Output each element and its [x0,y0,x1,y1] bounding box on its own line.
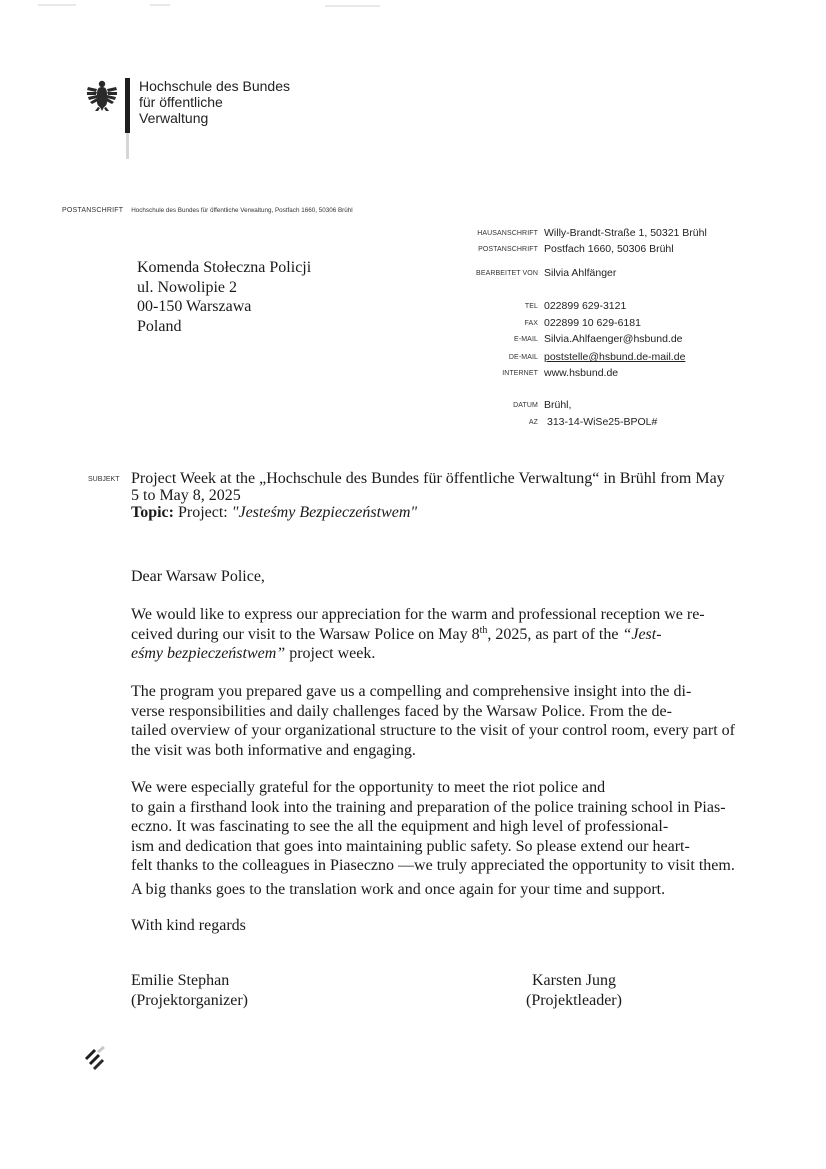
subject-label: SUBJEKT [88,476,120,483]
info-label: BEARBEITET VON [476,270,538,277]
info-postanschrift [440,243,674,255]
federal-eagle-icon [86,78,118,112]
info-demail [440,351,685,363]
letterhead-bar [125,78,130,133]
letterhead-bar-light [126,133,129,159]
paragraph-thanks: A big thanks goes to the translation work and once again for your time and support. [131,881,666,898]
text: ceived during our visit to the Warsaw Police on May 8 [131,625,480,643]
topic-prefix: Project: [177,504,228,521]
scan-artifact [38,4,76,6]
email-link[interactable]: Silvia.Ahlfaenger@hsbund.de [544,333,683,345]
fold-mark-icon [84,1046,110,1072]
text: , 2025, as part of the [487,625,623,643]
subject-line: 5 to May 8, 2025 [131,487,241,504]
signature-left [131,971,248,1010]
text: project week. [285,645,376,662]
info-hausanschrift [440,227,707,239]
scan-artifact [150,4,170,6]
info-label: POSTANSCHRIFT [478,246,538,253]
info-value: 022899 10 629-6181 [544,317,641,329]
recipient-line: 00-150 Warszawa [137,298,252,315]
signer-name: Karsten Jung [531,972,616,989]
subject-text [131,470,741,521]
info-label: DATUM [513,402,538,409]
recipient-address [137,258,311,336]
info-bearbeitet-von [440,267,616,279]
return-address-line [62,207,353,214]
info-label: DE-MAIL [508,354,538,361]
info-label: HAUSANSCHRIFT [477,230,538,237]
project-name: eśmy bezpieczeństwem” [131,645,286,662]
paragraph-line: tailed overview of your organizational structure to the visit of your control room, every part of [131,722,735,739]
subject-topic [131,504,741,521]
info-az [440,416,657,428]
signer-name: Emilie Stephan [131,972,230,989]
paragraph-line: The program you prepared gave us a compelling and comprehensive insight into the di- [131,683,692,700]
info-value: Silvia Ahlfänger [544,267,617,279]
recipient-line: ul. Nowolipie 2 [137,278,237,296]
project-name: “Jest- [622,625,662,643]
info-label: AZ [528,419,538,426]
info-internet [440,367,618,379]
scan-artifact [325,5,380,7]
info-value: Postfach 1660, 50306 Brühl [544,243,674,255]
topic-title: "Jesteśmy Bezpieczeństwem" [231,504,418,521]
paragraph-program [131,682,735,760]
ordinal-suffix: th [479,624,488,636]
info-value: Willy-Brandt-Straße 1, 50321 Brühl [544,227,707,239]
info-tel [440,300,626,312]
paragraph-line: We were especially grateful for the opportunity to meet the riot police and [131,779,606,796]
subject-line: Project Week at the „Hochschule des Bundes für öffentliche Verwaltung“ in Brühl from May [131,470,725,487]
info-datum [440,399,571,411]
paragraph-line [131,644,705,664]
demail-link[interactable]: poststelle@hsbund.de-mail.de [544,351,686,363]
org-name-line: Hochschule des Bundes [139,78,290,94]
paragraph-line: the visit was both informative and engaging. [131,741,416,759]
return-address-value: Hochschule des Bundes für öffentliche Verwaltung, Postfach 1660, 50306 Brühl [131,207,353,214]
org-name-line: Verwaltung [139,110,209,126]
paragraph-line: verse responsibilities and daily challenges faced by the Warsaw Police. From the de- [131,702,672,720]
paragraph-line: to gain a firsthand look into the training and preparation of the police training school in Pias- [131,798,726,816]
paragraph-line: felt thanks to the colleagues in Piaseczno —we truly appreciated the opportunity to visit them. [131,857,735,874]
paragraph-line: ism and dedication that goes into maintaining public safety. So please extend our heart- [131,837,690,855]
info-label: E-MAIL [514,336,538,343]
paragraph-line: eczno. It was fascinating to see the all the equipment and high level of professional- [131,818,669,835]
signer-role: (Projektorganizer) [131,991,248,1009]
closing: With kind regards [131,917,246,934]
paragraph-line: We would like to express our appreciation for the warm and professional reception we re- [131,606,705,623]
organization-name [139,78,290,126]
paragraph-appreciation [131,605,705,664]
website-link[interactable]: www.hsbund.de [544,367,619,379]
info-label: FAX [524,320,538,327]
recipient-line: Komenda Stołeczna Policji [137,259,312,276]
signature-right [526,971,622,1010]
info-value: 313-14-WiSe25-BPOL# [547,416,658,428]
info-value: Brühl, [544,399,572,411]
return-address-label: POSTANSCHRIFT [62,207,124,214]
info-value: 022899 629-3121 [544,300,627,312]
org-name-line: für öffentliche [139,94,223,110]
paragraph-line [131,625,705,645]
paragraph-gratitude [131,778,735,876]
info-email [440,333,683,345]
info-label: INTERNET [502,370,538,377]
topic-label: Topic: [131,504,174,521]
info-fax [440,317,641,329]
salutation: Dear Warsaw Police, [131,568,265,585]
recipient-line: Poland [137,317,182,335]
info-label: TEL [524,303,538,310]
signer-role: (Projektleader) [526,991,622,1009]
